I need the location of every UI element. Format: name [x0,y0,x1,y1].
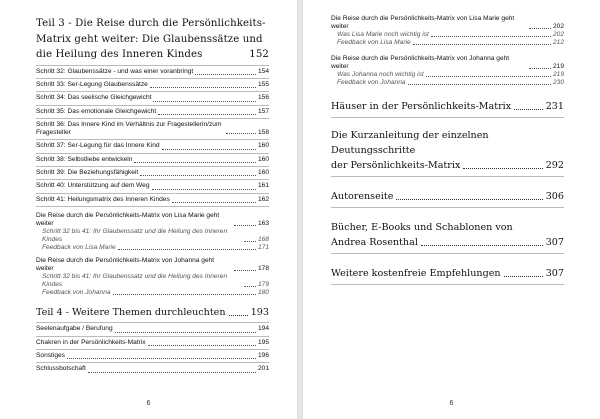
toc-entry-label: Weitere kostenfreie Empfehlungen [331,268,501,279]
leader-dots [134,162,256,163]
left-page [0,0,298,419]
divider [331,117,564,118]
toc-entry-page: 160 [257,142,269,150]
toc-sub-page: 180 [257,289,269,297]
toc-entry[interactable] [36,92,269,104]
leader-dots [421,245,543,246]
leader-dots [234,270,256,271]
left-toc [36,16,269,376]
toc-sub-page: 230 [552,79,564,86]
toc-entry-label: Schritt 41: Heilungsmatrix des Inneren Kindes [36,195,170,203]
toc-entry[interactable] [36,363,269,375]
toc-block-johanna[interactable] [36,257,269,297]
toc-sub-label: Schritt 32 bis 41: Ihr Glaubenssatz und die Heilung des Inneren Kindes [42,273,228,289]
toc-entry-page: 195 [257,338,269,346]
page-number: 6 [449,400,454,407]
toc-entry-label: Schritt 34: Das seelische Gleichgewicht [36,94,152,102]
leader-dots [172,202,256,203]
part-3-page: 152 [249,49,269,60]
toc-sub-entry[interactable] [331,79,564,87]
divider [331,253,564,254]
toc-entry-label: Häuser in der Persönlichkeits-Matrix [331,101,512,112]
toc-block-page: 163 [257,220,269,228]
leader-dots [514,109,543,110]
toc-sub-label: Feedback von Johanna [42,289,111,297]
leader-dots [195,74,256,75]
leader-dots [413,44,551,45]
toc-sub-page: 179 [257,281,269,289]
toc-entry-label: Seelenaufgabe / Berufung [36,325,113,333]
toc-entry-label: Autorenseite [331,191,394,202]
toc-entry[interactable] [36,350,269,362]
toc-entry[interactable] [36,106,269,118]
toc-entry-page: 158 [257,129,269,137]
toc-entry-haeuser[interactable] [331,99,564,114]
toc-sub-page: 212 [552,39,564,46]
leader-dots [529,28,551,29]
toc-entry-label: Schritt 33: Ser-Legung Glaubenssätze [36,80,148,88]
toc-entry-page: 156 [257,94,269,102]
leader-dots [431,36,551,37]
leader-dots [152,189,256,190]
toc-entry[interactable] [36,79,269,91]
toc-entry[interactable] [36,167,269,179]
toc-block-head-text: Die Reise durch die Persönlichkeits-Matrix von Johanna geht weiter [331,55,510,70]
right-page [302,0,600,419]
right-toc [331,12,564,285]
leader-dots [426,76,551,77]
toc-block-johanna[interactable] [331,55,564,87]
divider [331,207,564,208]
toc-entry[interactable] [36,121,269,137]
toc-sub-label: Was Lisa Marie noch wichtig ist [337,31,429,38]
toc-entry[interactable] [36,140,269,152]
leader-dots [115,332,256,333]
toc-block-page: 202 [552,23,564,30]
toc-entry-label: Schritt 32: Glaubenssätze - und was einer voranbringt [36,67,194,75]
toc-entry-autorenseite[interactable] [331,189,564,204]
leader-dots [88,372,256,373]
toc-entry-page: 201 [257,365,269,373]
toc-entry-kurzanleitung[interactable] [331,128,564,173]
toc-entry[interactable] [36,154,269,166]
toc-entry-page: 157 [257,107,269,115]
leader-dots [244,241,256,242]
divider [331,284,564,285]
leader-dots [396,199,542,200]
toc-sub-label: Was Johanna noch wichtig ist [337,71,424,78]
leader-dots [244,286,256,287]
toc-entry-page: 196 [257,351,269,359]
toc-entry-label: Schritt 40: Unterstützung auf dem Weg [36,182,150,190]
toc-entry[interactable] [36,337,269,349]
toc-entry-page: 231 [545,101,564,112]
leader-dots [148,345,256,346]
toc-entry-page: 292 [545,160,564,171]
toc-sub-entry[interactable] [331,39,564,47]
toc-entry-page: 160 [257,155,269,163]
toc-entry[interactable] [36,323,269,335]
toc-entry-page: 307 [545,237,564,248]
toc-entry-label-line-1: Die Kurzanleitung der einzelnen Deutungsschritte [331,130,489,156]
toc-entry-label: Schritt 39: Die Beziehungsfähigkeit [36,168,139,176]
divider [331,176,564,177]
toc-sub-label: Feedback von Lisa Marie [337,39,411,46]
toc-sub-page: 219 [552,71,564,78]
toc-entry-label-line-2: der Persönlichkeits-Matrix [331,160,461,171]
toc-entry-page: 154 [257,67,269,75]
divider [36,118,269,119]
leader-dots [463,168,542,169]
toc-block-lisa[interactable] [331,15,564,47]
toc-sub-entry[interactable] [36,228,269,244]
toc-entry[interactable] [36,66,269,78]
toc-sub-entry[interactable] [36,273,269,289]
toc-entry[interactable] [36,194,269,206]
toc-entry-empfehlungen[interactable] [331,266,564,281]
toc-sub-label: Feedback von Johanna [337,79,406,86]
leader-dots [140,175,256,176]
toc-entry-page: 307 [545,268,564,279]
divider [36,206,269,207]
toc-entry-page: 194 [257,325,269,333]
leader-dots [226,133,256,134]
toc-sub-entry[interactable] [36,289,269,297]
toc-block-head-text: Die Reise durch die Persönlichkeits-Matrix von Lisa Marie geht weiter [331,15,515,30]
toc-entry-label: Schlussbotschaft [36,365,86,373]
toc-block-page: 219 [552,63,564,70]
leader-dots [408,84,551,85]
leader-dots [162,149,256,150]
toc-entry-label: Schritt 36: Das Innere Kind im Verhältnis zur Fragestellerin/zum Fragesteller [36,121,222,137]
leader-dots [150,87,256,88]
leader-dots [234,225,256,226]
toc-sub-entry[interactable] [331,71,564,79]
toc-entry-page: 161 [257,182,269,190]
part-3-title [36,16,269,63]
part-4-title[interactable] [36,305,269,320]
toc-block-head [36,212,269,228]
toc-entry-buecher[interactable] [331,220,564,250]
leader-dots [529,68,551,69]
leader-dots [67,358,256,359]
leader-dots [113,294,256,295]
toc-entry-page: 155 [257,80,269,88]
toc-sub-entry[interactable] [331,31,564,39]
toc-entry-page: 162 [257,195,269,203]
leader-dots [158,114,256,115]
toc-block-head [331,15,564,31]
toc-entry-label: Schritt 35: Das emotionale Gleichgewicht [36,107,157,115]
toc-sub-entry[interactable] [36,244,269,252]
toc-entry-page: 306 [545,191,564,202]
part-4-page: 193 [250,307,269,319]
toc-entry-label: Schritt 38: Selbstliebe entwickeln [36,155,133,163]
toc-sub-page: 171 [257,244,269,252]
toc-entry-label: Sonstiges [36,351,65,359]
toc-entry-label: Chakren in der Persönlichkeits-Matrix [36,338,146,346]
toc-sub-label: Schritt 32 bis 41: Ihr Glaubenssatz und die Heilung des Inneren Kindes [42,228,228,244]
toc-block-head [36,257,269,273]
leader-dots [504,276,543,277]
part-4-title-text: Teil 4 - Weitere Themen durchleuchten [36,307,226,319]
toc-sub-page: 202 [552,31,564,38]
toc-entry-label-line-2: Andrea Rosenthal [331,237,418,248]
toc-block-lisa[interactable] [36,212,269,252]
leader-dots [118,249,256,250]
toc-block-head-text: Die Reise durch die Persönlichkeits-Matrix von Lisa Marie geht weiter [36,212,220,228]
part-3-title-text: Teil 3 - Die Reise durch die Persönlichkeits-Matrix geht weiter: Die Glaubenssätze und die Heilung des Inneren Kindes [36,18,266,60]
toc-entry[interactable] [36,180,269,192]
toc-sub-page: 168 [257,236,269,244]
toc-block-head [331,55,564,71]
leader-dots [229,315,248,316]
toc-block-page: 178 [257,265,269,273]
toc-sub-label: Feedback von Lisa Marie [42,244,116,252]
leader-dots [153,101,256,102]
toc-entry-label: Schritt 37: Ser-Legung für das Innere Kind [36,142,160,150]
page-number: 6 [146,400,151,407]
toc-entry-page: 160 [257,168,269,176]
toc-entry-label-line-1: Bücher, E-Books und Schablonen von [331,222,513,233]
toc-block-head-text: Die Reise durch die Persönlichkeits-Matrix von Johanna geht weiter [36,257,215,273]
